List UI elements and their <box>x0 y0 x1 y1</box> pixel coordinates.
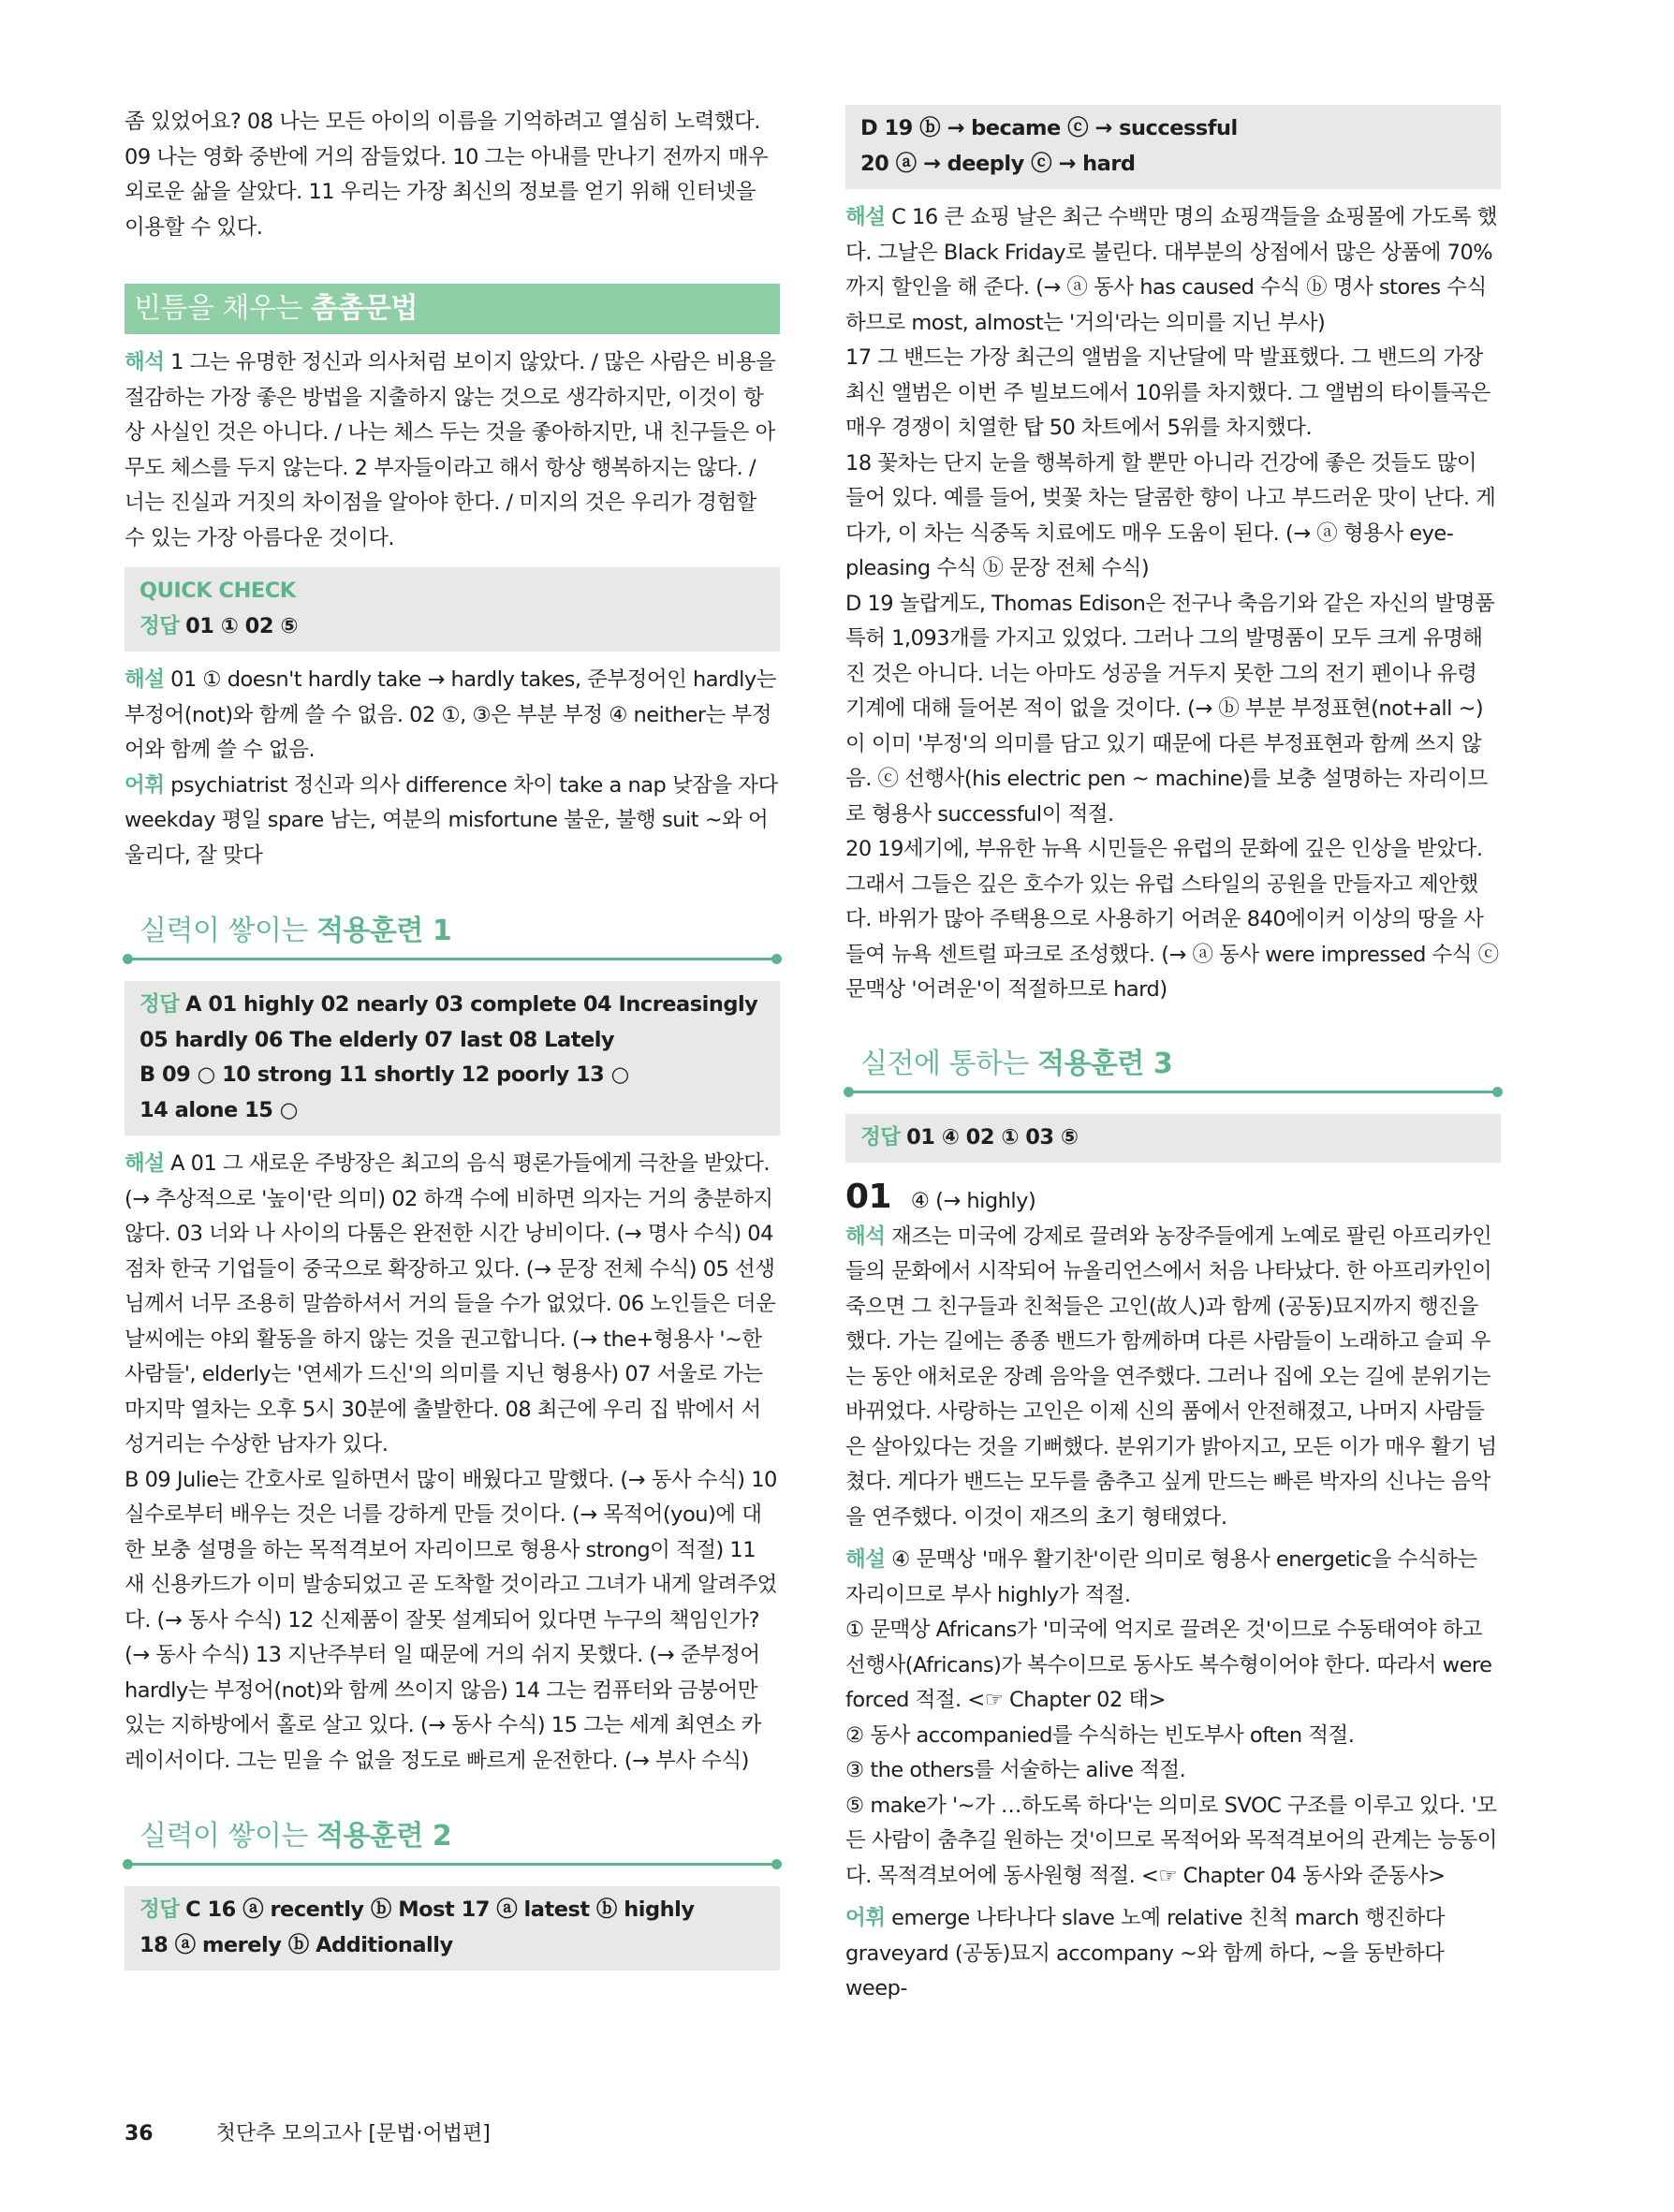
paragraph-explanation-b: B 09 Julie는 간호사로 일하면서 많이 배웠다고 말했다. (→ 동사 수식) 10 실수로부터 배우는 것은 너를 강하게 만들 것이다. (→ 목적어(you)에 대한 보충 설명을 하는 목적격보어 자리이므로 형용사 strong이 적절) 11 새 신용카드가 이미 발송되었고 곧 도착할 것이라고 그녀가 내게 알려주었다. (→ 동사 수식) 12 신제품이 잘못 설계되어 있다면 누구의 책임인가? (→ 동사 수식) 13 지난주부터 일 때문에 거의 쉬지 못했다. (→ 준부정어 hardly는 부정어(not)와 함께 쓰이지 않음) 14 그는 컴퓨터와 금붕어만 있는 지하방에서 홀로 살고 있다. (→ 동사 수식) 15 그는 세계 최연소 카레이서이다. 그는 믿을 수 없을 정도로 빠르게 운전한다. (→ 부사 수식) <box>125 1467 777 1773</box>
paragraph-18: 18 꽃차는 단지 눈을 행복하게 할 뿐만 아니라 건강에 좋은 것들도 많이 들어 있다. 예를 들어, 벚꽃 차는 달콤한 향이 나고 부드러운 맛이 난다. 게다가, 이 차는 식중독 치료에도 매우 도움이 된다. (→ ⓐ 형용사 eye-pleasing 수식 ⓑ 문장 전체 수식) <box>845 450 1496 580</box>
paragraph-haeseol-1: 해설 01 ① doesn't hardly take → hardly takes, 준부정어인 hardly는 부정어(not)와 함께 쓸 수 없음. 02 ①, ③은 부분 부정 ④ neither는 부정어와 함께 쓸 수 없음. <box>125 667 776 762</box>
training-1-title: 실력이 쌓이는 적용훈련 1 <box>140 915 452 947</box>
answers-2-box <box>125 1886 780 1970</box>
label-eohwi: 어휘 <box>125 772 165 798</box>
section-title-bold: 촘촘문법 <box>310 292 418 325</box>
answers-3-box: 정답 01 ④ 02 ① 03 ⑤ <box>845 1114 1501 1164</box>
answers-1-line-2: 05 hardly 06 The elderly 07 last 08 Lately <box>140 1027 615 1052</box>
paragraph-20: 20 19세기에, 부유한 뉴욕 시민들은 유럽의 문화에 깊은 인상을 받았다. 그래서 그들은 깊은 호수가 있는 유럽 스타일의 공원을 만들자고 제안했다. 바위가 많아 주택용으로 사용하기 어려운 840에이커 이상의 땅을 사들여 뉴욕 센트럴 파크로 조성했다. (→ ⓐ 동사 were impressed 수식 ⓒ 문맥상 '어려운'이 적절하므로 hard) <box>845 837 1499 1002</box>
book-title: 첫단추 모의고사 [문법·어법편] <box>215 2122 491 2146</box>
answers-1-line-3: B 09 ○ 10 strong 11 shortly 12 poorly 13 ○ <box>140 1062 629 1087</box>
paragraph-q01-option-2: ② 동사 accompanied를 수식하는 빈도부사 often 적절. <box>845 1722 1355 1748</box>
answers-d-line-1: D 19 ⓑ → became ⓒ → successful <box>860 116 1238 140</box>
paragraph-explanation-a: 해설 A 01 그 새로운 주방장은 최고의 음식 평론가들에게 극찬을 받았다. (→ 추상적으로 '높이'란 의미) 02 하객 수에 비하면 의자는 거의 충분하지 않다. 03 너와 나 사이의 다툼은 완전한 시간 낭비이다. (→ 명사 수식) 04 점차 한국 기업들이 중국으로 확장하고 있다. (→ 문장 전체 수식) 05 선생님께서 너무 조용히 말씀하셔서 거의 들을 수가 없었다. 06 노인들은 더운 날씨에는 야외 활동을 하지 않는 것을 권고합니다. (→ the+형용사 '~한 사람들', elderly는 '연세가 드신'의 의미를 지닌 형용사) 07 서울로 가는 마지막 열차는 오후 5시 30분에 출발한다. 08 최근에 우리 집 밖에서 서성거리는 수상한 남자가 있다. <box>125 1151 776 1457</box>
training-2-title: 실력이 쌓이는 적용훈련 2 <box>140 1820 452 1853</box>
paragraph-vocab-1: 어휘 psychiatrist 정신과 의사 difference 차이 take a nap 낮잠을 자다 weekday 평일 spare 남는, 여분의 misfortune 불운, 불행 suit ~와 어울리다, 잘 맞다 <box>125 772 778 868</box>
answers-1-box <box>125 981 780 1135</box>
label-haeseol: 해설 <box>125 667 165 692</box>
quick-check-title: QUICK CHECK <box>140 579 296 603</box>
paragraph-intro: 좀 있었어요? 08 나는 모든 아이의 이름을 기억하려고 열심히 노력했다. 09 나는 영화 중반에 거의 잠들었다. 10 그는 아내를 만나기 전까지 매우 외로운 삶을 살았다. 11 우리는 가장 최신의 정보를 얻기 위해 인터넷을 이용할 수 있다. <box>125 110 769 240</box>
paragraph-q01-option-1: ① 문맥상 Africans가 '미국에 억지로 끌려온 것'이므로 수동태여야 하고 선행사(Africans)가 복수이므로 동사도 복수형이어야 한다. 따라서 were forced 적절. <☞ Chapter 02 태> <box>845 1618 1492 1712</box>
question-answer: ④ (→ highly) <box>910 1189 1036 1213</box>
quick-check-box <box>125 567 780 652</box>
training-3-title: 실전에 통하는 적용훈련 3 <box>860 1047 1173 1080</box>
answers-2-line-1: 정답 C 16 ⓐ recently ⓑ Most 17 ⓐ latest ⓑ highly <box>140 1897 695 1922</box>
question-01-header <box>845 1179 1501 1220</box>
section-header-grammar <box>125 284 780 334</box>
paragraph-q01-haeseol: 해설 ④ 문맥상 '매우 활기찬'이란 의미로 형용사 energetic을 수식하는 자리이므로 부사 highly가 적절. <box>845 1547 1477 1607</box>
answers-1-line-1: 정답 A 01 highly 02 nearly 03 complete 04 Increasingly <box>140 992 758 1017</box>
paragraph-17: 17 그 밴드는 가장 최근의 앨범을 지난달에 막 발표했다. 그 밴드의 가장 최신 앨범은 이번 주 빌보드에서 10위를 차지했다. 그 앨범의 타이틀곡은 매우 경쟁이 치열한 탑 50 차트에서 5위를 차지했다. <box>845 345 1490 440</box>
paragraph-c16: 해설 C 16 큰 쇼핑 날은 최근 수백만 명의 쇼핑객들을 쇼핑몰에 가도록 했다. 그날은 Black Friday로 불린다. 대부분의 상점에서 많은 상품에 70%까지 할인을 해 준다. (→ ⓐ 동사 has caused 수식 ⓑ 명사 stores 수식하므로 most, almost는 '거의'라는 의미를 지닌 부사) <box>845 205 1498 335</box>
answers-d-line-2: 20 ⓐ → deeply ⓒ → hard <box>860 151 1136 176</box>
training-3-rule <box>845 1091 1501 1093</box>
page-number: 36 <box>125 2122 154 2146</box>
paragraph-vocab-2: 어휘 emerge 나타나다 slave 노예 relative 친척 march 행진하다 graveyard (공동)묘지 accompany ~와 함께 하다, ~을 동반하다 weep- <box>845 1906 1445 2000</box>
question-number: 01 <box>845 1178 892 1216</box>
paragraph-q01-option-3: ③ the others를 서술하는 alive 적절. <box>845 1758 1186 1782</box>
page-footer <box>125 2117 491 2146</box>
answers-d-box <box>845 105 1501 189</box>
left-column <box>125 105 780 1970</box>
paragraph-haeseok-1: 해석 1 그는 유명한 정신과 의사처럼 보이지 않았다. / 많은 사람은 비용을 절감하는 가장 좋은 방법을 지출하지 않는 것으로 생각하지만, 이것이 항상 사실인 것은 아니다. / 나는 체스 두는 것을 좋아하지만, 내 친구들은 아무도 체스를 두지 않는다. 2 부자들이라고 해서 항상 행복하지는 않다. / 너는 진실과 거짓의 차이점을 알아야 한다. / 미지의 것은 우리가 경험할 수 있는 가장 아름다운 것이다. <box>125 350 776 550</box>
right-column <box>845 105 1501 2007</box>
quick-check-answers-row: 정답 01 ① 02 ⑤ <box>140 613 298 638</box>
label-haeseok: 해석 <box>125 350 165 374</box>
paragraph-q01-option-5: ⑤ make가 '~가 …하도록 하다'는 의미로 SVOC 구조를 이루고 있다. '모든 사람이 춤추길 원하는 것'이므로 목적어와 목적격보어의 관계는 능동이다. 목적격보어에 동사원형 적절. <☞ Chapter 04 동사와 준동사> <box>845 1793 1497 1888</box>
paragraph-q01-haeseok: 해석 재즈는 미국에 강제로 끌려와 농장주들에게 노예로 팔린 아프리카인들의 문화에서 시작되어 뉴올리언스에서 처음 나타났다. 한 아프리카인이 죽으면 그 친구들과 친척들은 고인(故人)과 함께 (공동)묘지까지 행진을 했다. 가는 길에는 종종 밴드가 함께하며 다른 사람들이 노래하고 슬피 우는 동안 애처로운 장례 음악을 연주했다. 그러나 집에 오는 길에 분위기는 바뀌었다. 사랑하는 고인은 이제 신의 품에서 안전해졌고, 나머지 사람들은 살아있다는 것을 기뻐했다. 분위기가 밝아지고, 모든 이가 매우 활기 넘쳤다. 게다가 밴드는 모두를 춤추고 싶게 만드는 빠른 박자의 신나는 음악을 연주했다. 이것이 재즈의 초기 형태였다. <box>845 1223 1497 1530</box>
answers-2-line-2: 18 ⓐ merely ⓑ Additionally <box>140 1932 453 1957</box>
label-jeongdap: 정답 <box>140 613 180 638</box>
training-2-rule <box>125 1863 780 1866</box>
paragraph-d19: D 19 놀랍게도, Thomas Edison은 전구나 축음기와 같은 자신의 발명품 특허 1,093개를 가지고 있었다. 그러나 그의 발명품이 모두 크게 유명해진 것은 아니다. 너는 아마도 성공을 거두지 못한 그의 전기 펜이나 유령 기계에 대해 들어본 적이 없을 것이다. (→ ⓑ 부분 부정표현(not+all ~)이 이미 '부정'의 의미를 담고 있기 때문에 다른 부정표현과 함께 쓰지 않음. ⓒ 선행사(his electric pen ~ machine)를 보충 설명하는 자리이므로 형용사 successful이 적절. <box>845 591 1495 827</box>
section-title-plain: 빈틈을 채우는 <box>134 292 302 325</box>
training-1-rule <box>125 958 780 960</box>
answers-1-line-4: 14 alone 15 ○ <box>140 1097 298 1122</box>
